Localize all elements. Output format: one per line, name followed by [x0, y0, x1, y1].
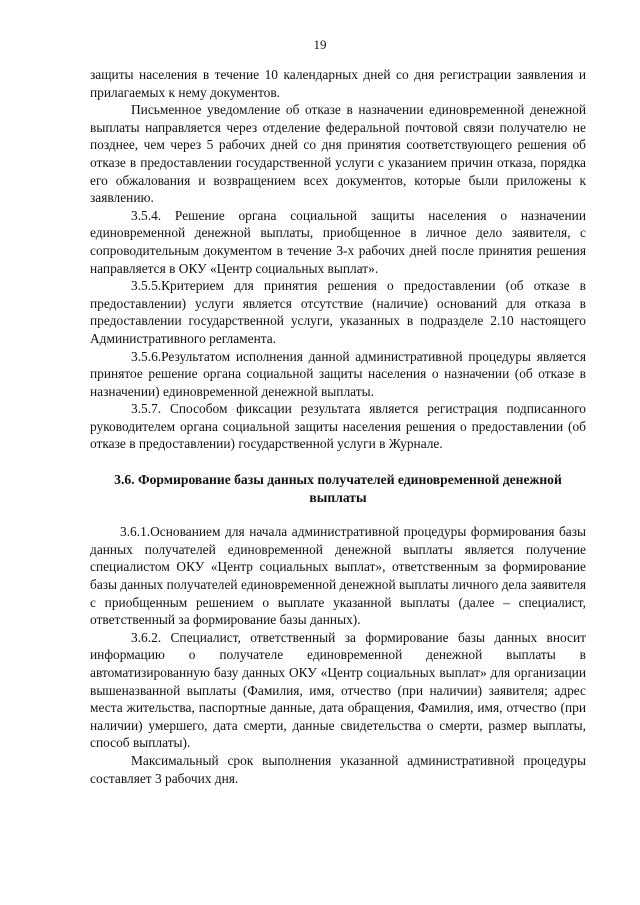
heading-spacer: [90, 506, 586, 523]
paragraph-3-6-2: 3.6.2. Специалист, ответственный за формирование базы данных вносит информацию о получателе единовременной денежной выплаты в автоматизированную базу данных ОКУ «Центр социальных выплат» для организации вышеназванной выплаты (Фамилия, имя, отчество (при наличии) заявителя; адрес места жительства, паспортные данные, дата обращения, Фамилия, имя, отчество (при наличии) умершего, дата смерти, данные свидетельства о смерти, размер выплаты, способ выплаты).: [90, 629, 586, 751]
paragraph-continuation: защиты населения в течение 10 календарных дней со дня регистрации заявления и прилагаемых к нему документов.: [90, 67, 586, 100]
page-number: 19: [313, 37, 327, 52]
paragraph-3-5-6: 3.5.6.Результатом исполнения данной административной процедуры является принятое решение органа социальной защиты населения о назначении (об отказе в назначении) единовременной денежной выплаты.: [90, 348, 586, 399]
document-body: [90, 66, 586, 787]
paragraph-3-6-1: 3.6.1.Основанием для начала административной процедуры формирования базы данных получателей единовременной денежной выплаты является получение специалистом ОКУ «Центр социальных выплат», ответственным за формирование базы данных получателей единовременной денежной выплаты личного дела заявителя с приобщенным решением о выплате указанной выплаты (далее – специалист, ответственный за формирование базы данных).: [90, 524, 586, 628]
paragraph-3-5-7: 3.5.7. Способом фиксации результата является регистрация подписанного руководителем органа социальной защиты населения решения о предоставлении (об отказе в предоставлении) государственной услуги в Журнале.: [90, 401, 586, 452]
paragraph-max-term: Максимальный срок выполнения указанной административной процедуры составляет 3 рабочих дня.: [90, 752, 586, 786]
paragraph-refusal-notice: Письменное уведомление об отказе в назначении единовременной денежной выплаты направляется через отделение федеральной почтовой связи получателю не позднее, чем через 5 рабочих дней со дня принятия соответствующего решения об отказе в предоставлении государственной услуги с указанием причин отказа, порядка его обжалования и возвращением всех документов, которые были приложены к заявлению.: [90, 102, 586, 206]
paragraph-3-5-5: 3.5.5.Критерием для принятия решения о предоставлении (об отказе в предоставлении) услуги является отсутствие (наличие) оснований для отказа в предоставлении государственной услуги, указанных в подразделе 2.10 настоящего Административного регламента.: [90, 278, 586, 346]
section-heading-3-6: 3.6. Формирование базы данных получателей единовременной денежной выплаты: [114, 472, 562, 505]
paragraph-3-5-4: 3.5.4. Решение органа социальной защиты населения о назначении единовременной денежной выплаты, приобщенное в личное дело заявителя, с сопроводительным документом в течение 3-х рабочих дней после принятия решения направляется в ОКУ «Центр социальных выплат».: [90, 207, 586, 276]
